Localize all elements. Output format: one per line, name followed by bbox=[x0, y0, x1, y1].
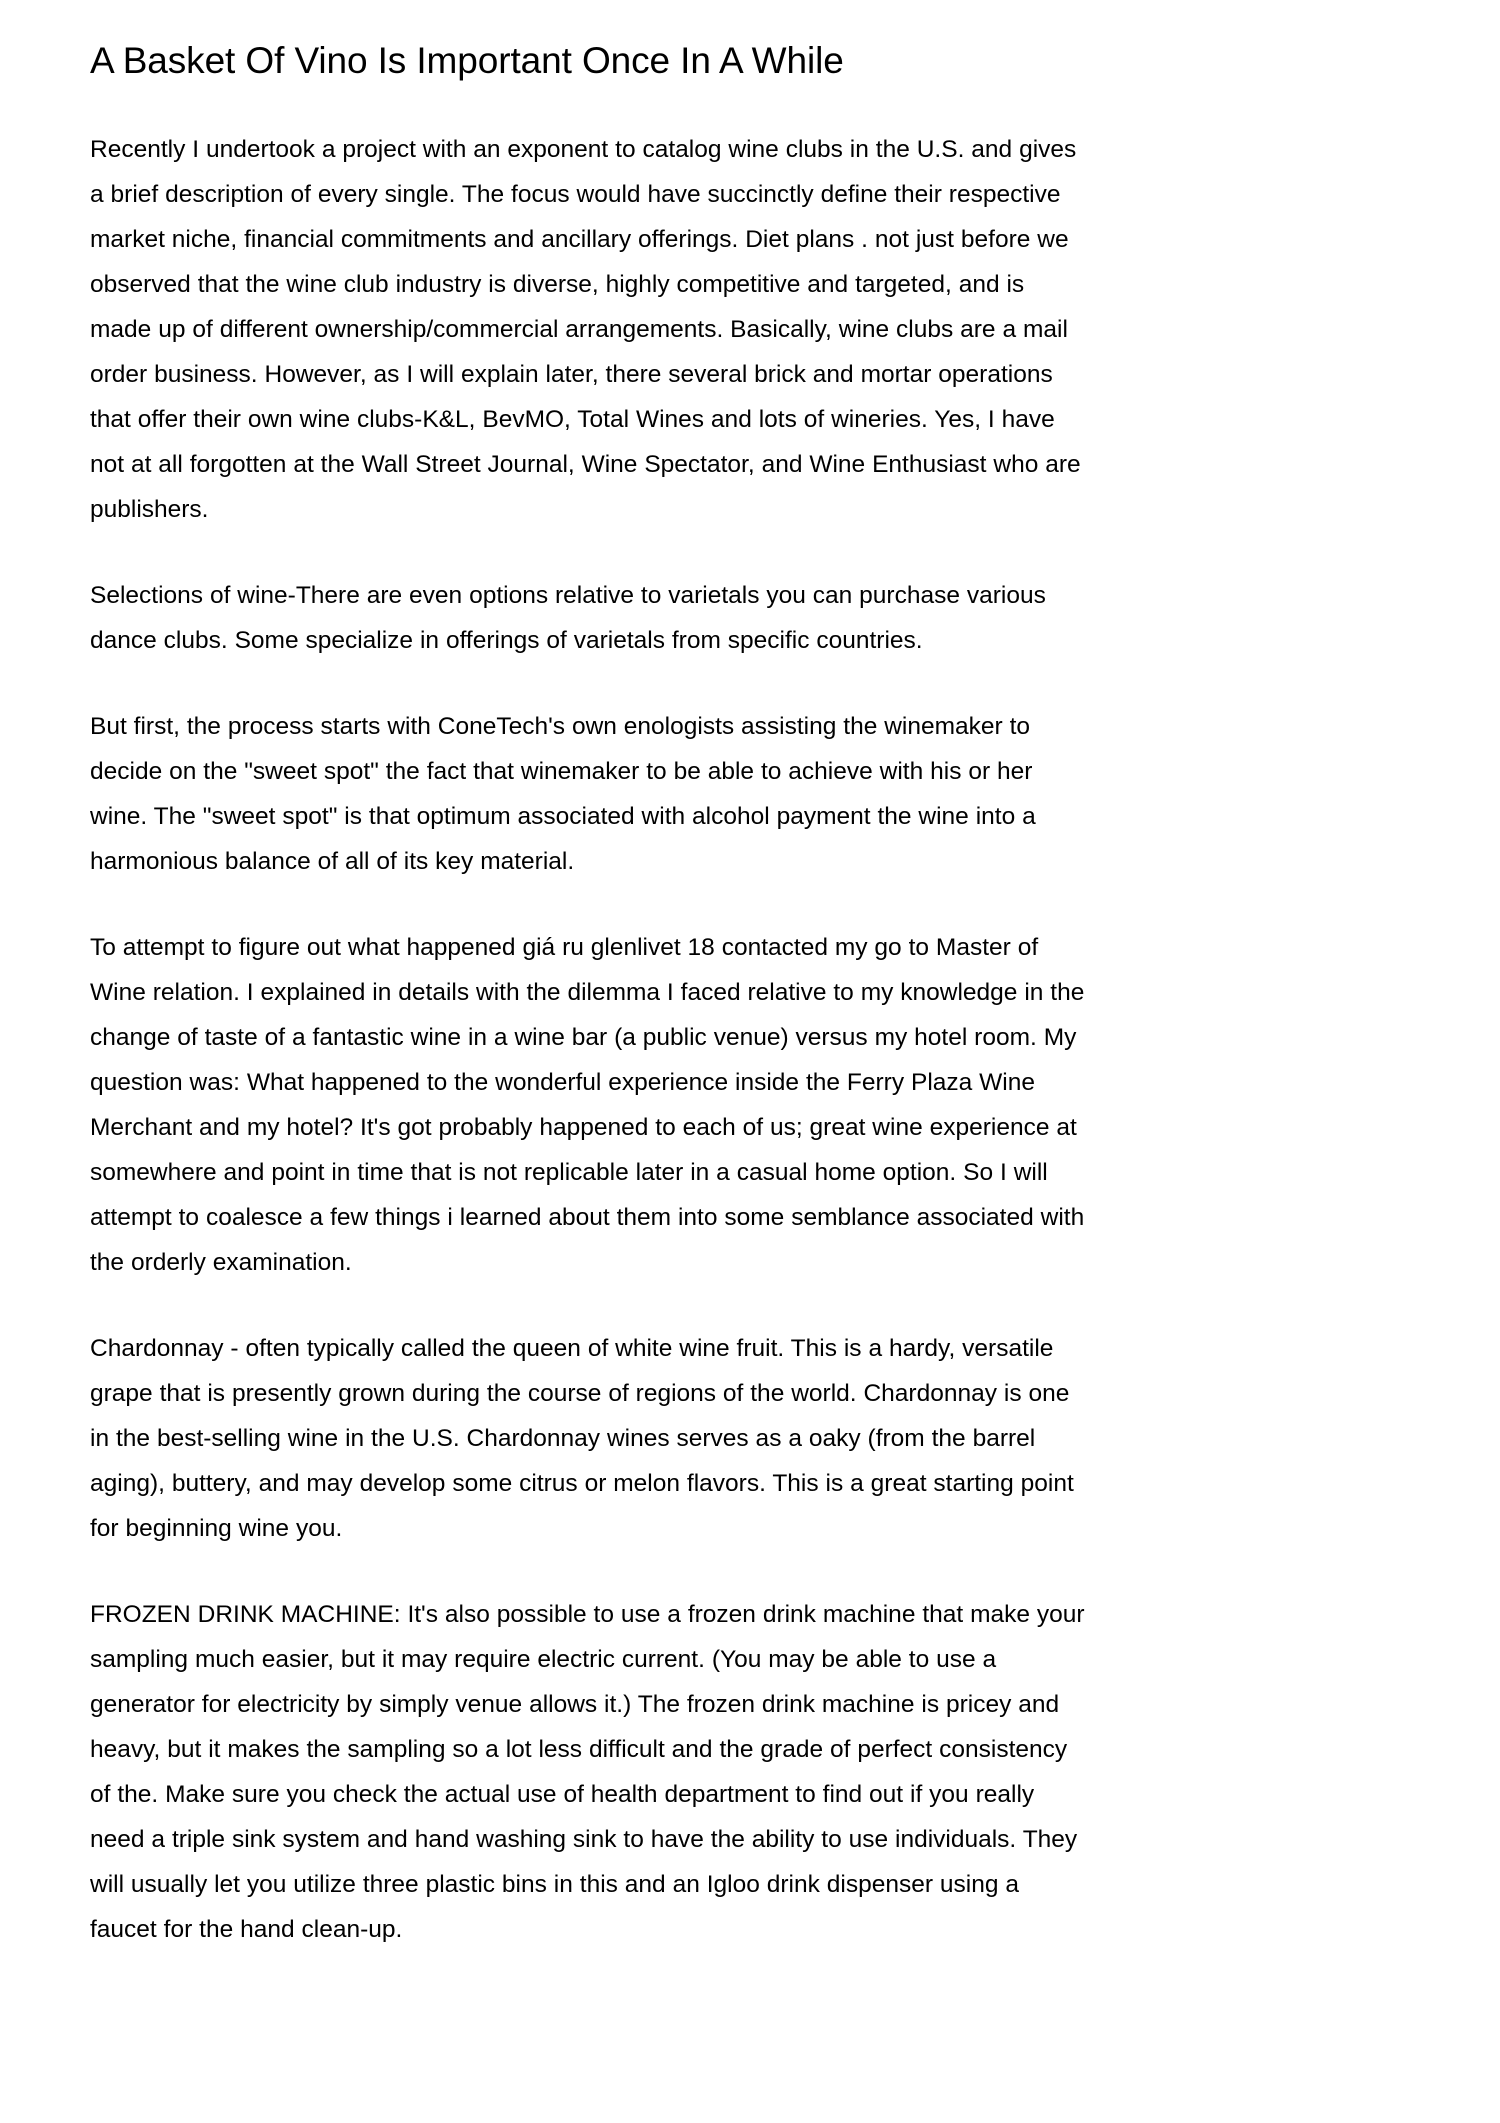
paragraph: Recently I undertook a project with an exponent to catalog wine clubs in the U.S. and gives a brief description of every single. The focus would have succinctly define their respective market niche, financial commitments and ancillary offerings. Diet plans . not just before we observed that the wine club industry is diverse, highly competitive and targeted, and is made up of different ownership/commercial arrangements. Basically, wine clubs are a mail order business. However, as I will explain later, there several brick and mortar operations that offer their own wine clubs-K&L, BevMO, Total Wines and lots of wineries. Yes, I have not at all forgotten at the Wall Street Journal, Wine Spectator, and Wine Enthusiast who are publishers. bbox=[90, 136, 1081, 524]
article-body bbox=[90, 0, 1090, 1952]
page-title: A Basket Of Vino Is Important Once In A While bbox=[90, 40, 844, 81]
paragraph: FROZEN DRINK MACHINE: It's also possible to use a frozen drink machine that make your sampling much easier, but it may require electric current. (You may be able to use a generator for electricity by simply venue allows it.) The frozen drink machine is pricey and heavy, but it makes the sampling so a lot less difficult and the grade of perfect consistency of the. Make sure you check the actual use of health department to find out if you really need a triple sink system and hand washing sink to have the ability to use individuals. They will usually let you utilize three plastic bins in this and an Igloo drink dispenser using a faucet for the hand clean-up. bbox=[90, 1601, 1085, 1944]
paragraph: Selections of wine-There are even options relative to varietals you can purchase various dance clubs. Some specialize in offerings of varietals from specific countries. bbox=[90, 582, 1046, 655]
paragraph: But first, the process starts with ConeTech's own enologists assisting the winemaker to decide on the "sweet spot" the fact that winemaker to be able to achieve with his or her wine. The "sweet spot" is that optimum associated with alcohol payment the wine into a harmonious balance of all of its key material. bbox=[90, 713, 1036, 876]
paragraph: Chardonnay - often typically called the queen of white wine fruit. This is a hardy, versatile grape that is presently grown during the course of regions of the world. Chardonnay is one in the best-selling wine in the U.S. Chardonnay wines serves as a oaky (from the barrel aging), buttery, and may develop some citrus or melon flavors. This is a great starting point for beginning wine you. bbox=[90, 1335, 1074, 1543]
paragraph: To attempt to figure out what happened giá ru glenlivet 18 contacted my go to Master of Wine relation. I explained in details with the dilemma I faced relative to my knowledge in the change of taste of a fantastic wine in a wine bar (a public venue) versus my hotel room. My question was: What happened to the wonderful experience inside the Ferry Plaza Wine Merchant and my hotel? It's got probably happened to each of us; great wine experience at somewhere and point in time that is not replicable later in a casual home option. So I will attempt to coalesce a few things i learned about them into some semblance associated with the orderly examination. bbox=[90, 934, 1085, 1277]
